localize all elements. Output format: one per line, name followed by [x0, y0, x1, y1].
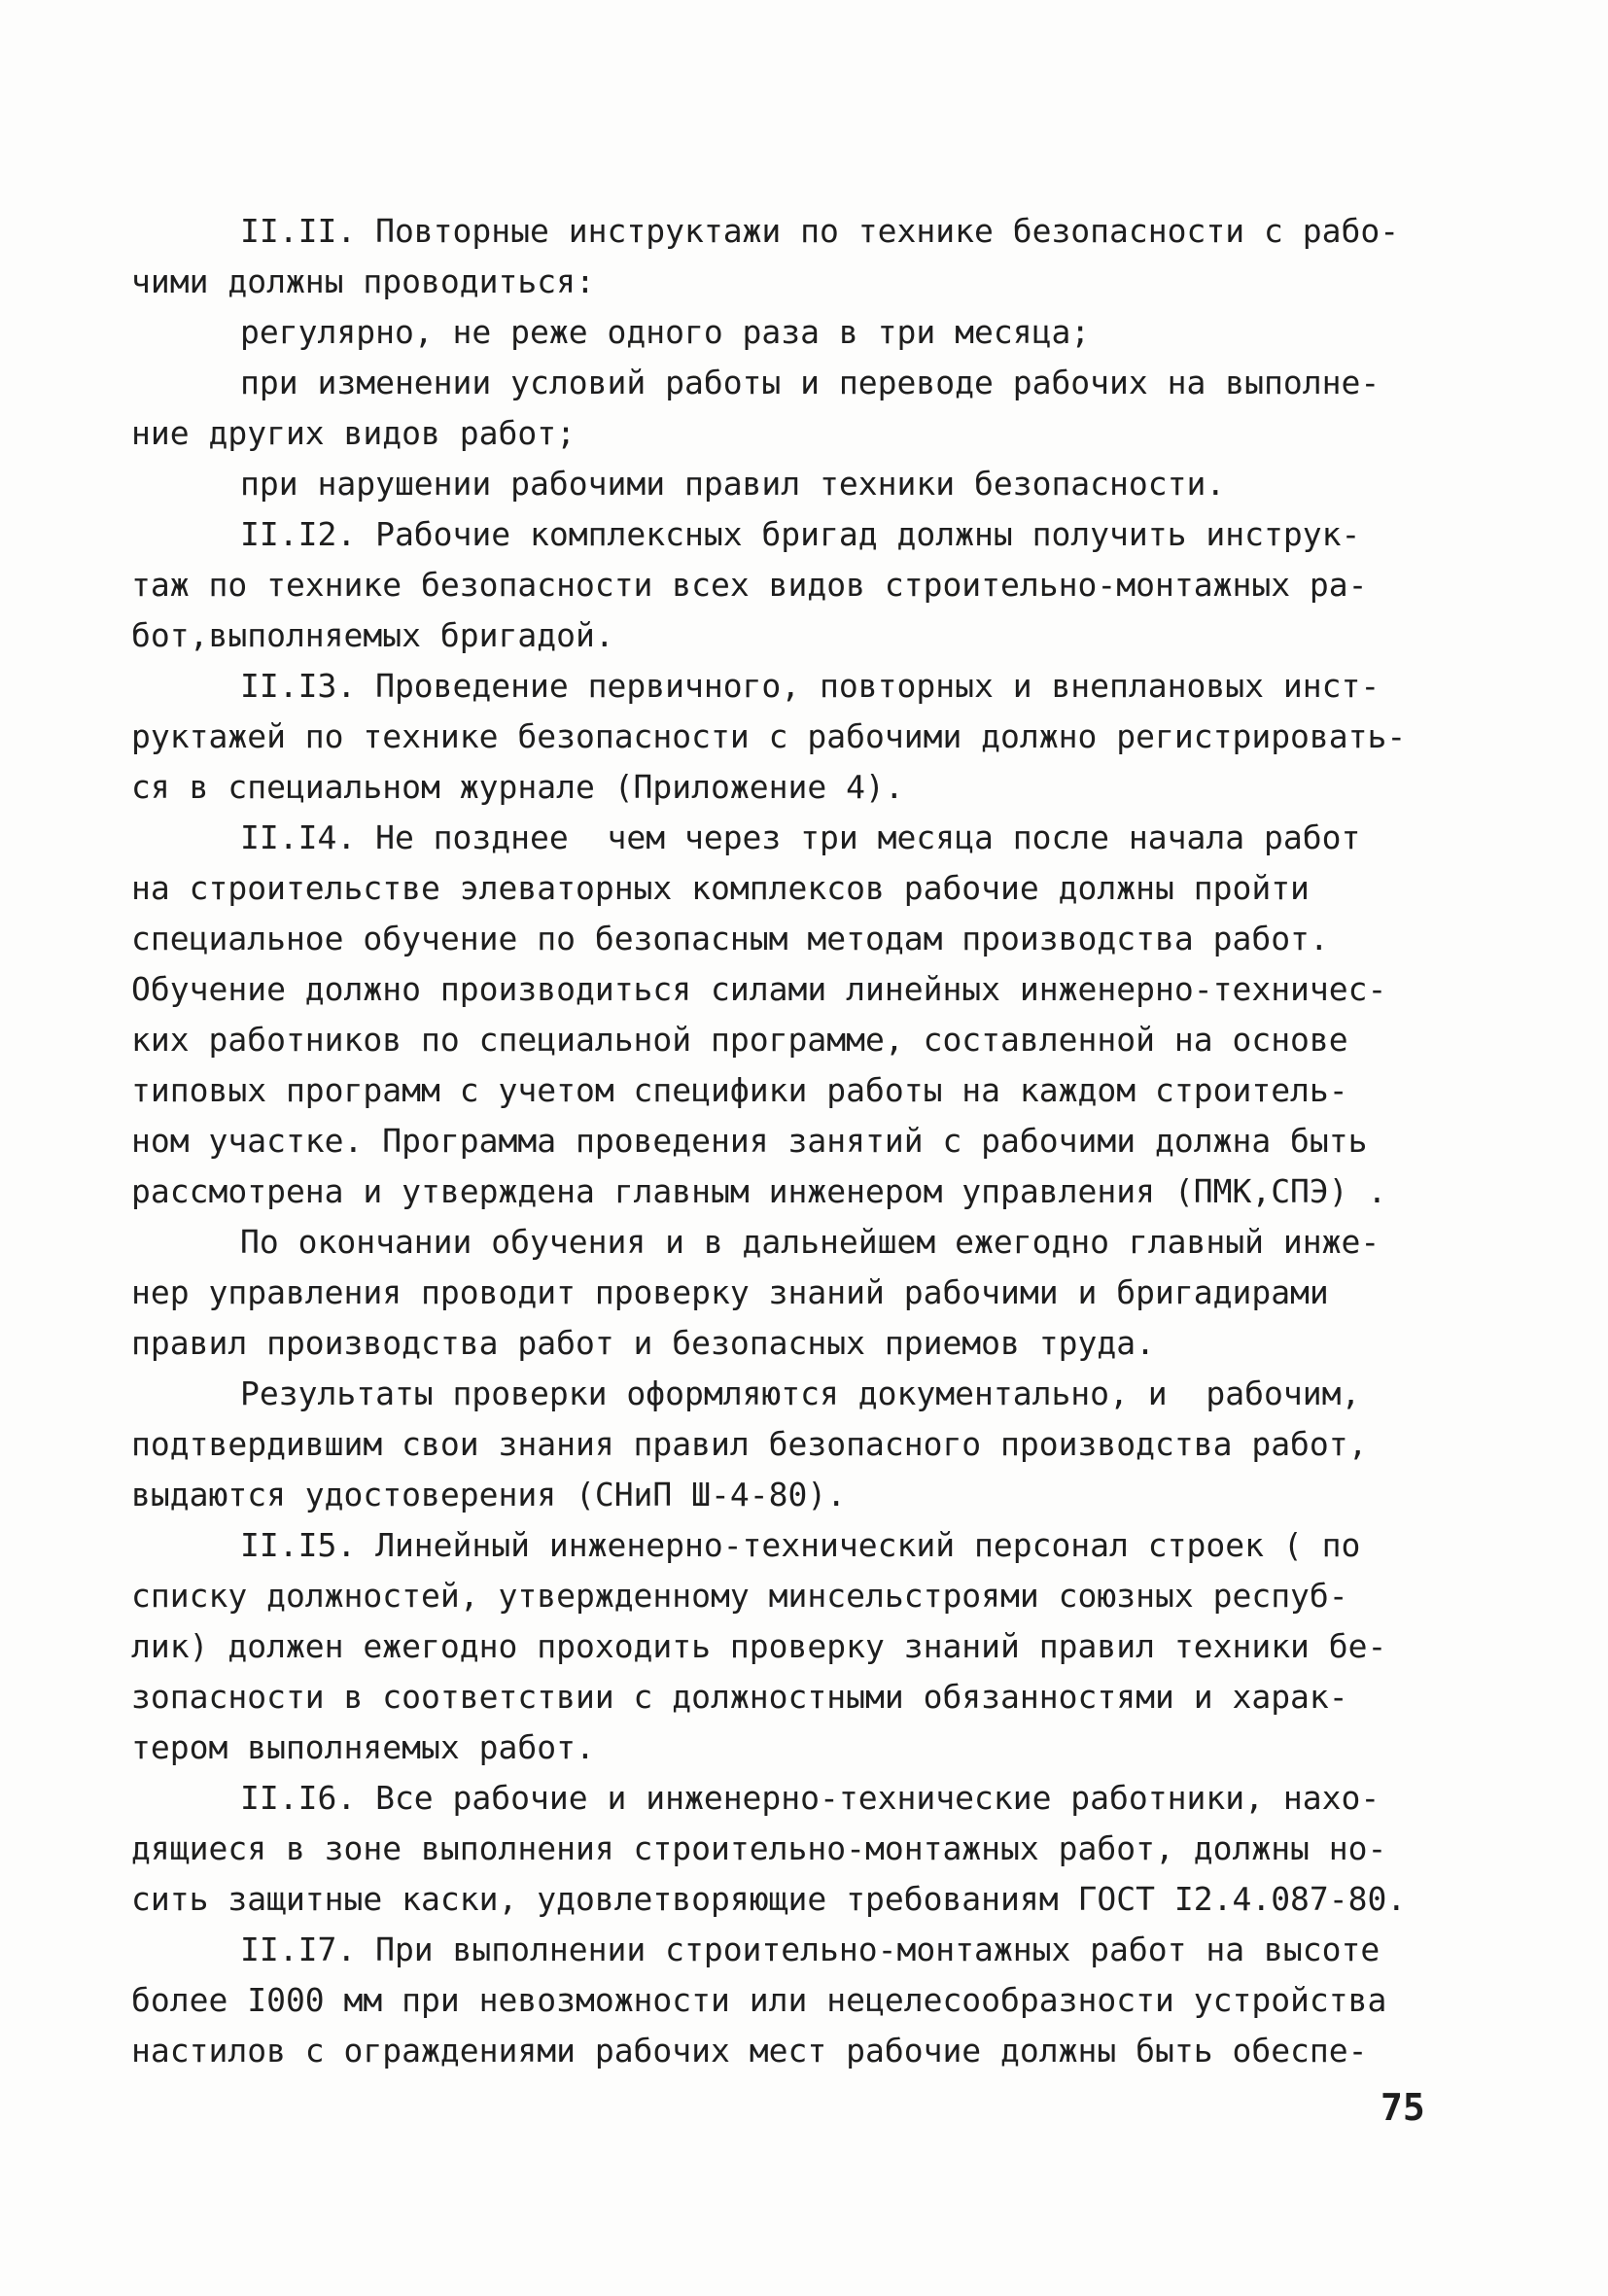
text-line: тером выполняемых работ. [131, 1728, 595, 1766]
text-line: II.I2. Рабочие комплексных бригад должны получить инструк- [240, 515, 1361, 553]
text-line: II.I6. Все рабочие и инженерно-технические работники, нахо- [240, 1779, 1381, 1817]
text-line: на строительстве элеваторных комплексов рабочие должны пройти [131, 869, 1310, 907]
body-text [131, 206, 1487, 2076]
text-line: рассмотрена и утверждена главным инженером управления (ПМК,СПЭ) . [131, 1172, 1387, 1210]
text-line: нер управления проводит проверку знаний рабочими и бригадирами [131, 1273, 1329, 1311]
text-line: при нарушении рабочими правил техники безопасности. [240, 465, 1226, 503]
text-line: Обучение должно производиться силами линейных инженерно-техничес- [131, 970, 1387, 1008]
text-line: подтвердившим свои знания правил безопасного производства работ, [131, 1425, 1368, 1463]
text-line: регулярно, не реже одного раза в три месяца; [240, 313, 1091, 351]
text-line: II.I3. Проведение первичного, повторных и внеплановых инст- [240, 667, 1381, 705]
text-line: II.I4. Не позднее чем через три месяца после начала работ [240, 818, 1361, 856]
text-line: лик) должен ежегодно проходить проверку знаний правил техники бе- [131, 1627, 1387, 1665]
text-line: ких работников по специальной программе, составленной на основе [131, 1021, 1348, 1059]
text-line: типовых программ с учетом специфики работы на каждом строитель- [131, 1071, 1348, 1109]
text-line: Результаты проверки оформляются документально, и рабочим, [240, 1374, 1361, 1412]
text-line: специальное обучение по безопасным методам производства работ. [131, 920, 1329, 957]
text-line: II.I5. Линейный инженерно-технический персонал строек ( по [240, 1526, 1361, 1564]
text-line: сить защитные каски, удовлетворяющие требованиям ГОСТ I2.4.087-80. [131, 1880, 1407, 1918]
text-line: настилов с ограждениями рабочих мест рабочие должны быть обеспе- [131, 2032, 1368, 2070]
page-number: 75 [1381, 2086, 1425, 2129]
text-line: бот,выполняемых бригадой. [131, 616, 614, 654]
text-line: таж по технике безопасности всех видов строительно-монтажных ра- [131, 566, 1368, 604]
text-line: II.I7. При выполнении строительно-монтажных работ на высоте [240, 1931, 1381, 1968]
text-line: при изменении условий работы и переводе рабочих на выполне- [240, 364, 1381, 401]
text-line: ние других видов работ; [131, 414, 576, 452]
text-line: ном участке. Программа проведения занятий с рабочими должна быть [131, 1122, 1368, 1160]
text-line: списку должностей, утвержденному минсельстроями союзных респуб- [131, 1577, 1348, 1615]
text-line: более I000 мм при невозможности или нецелесообразности устройства [131, 1981, 1387, 2019]
text-line: руктажей по технике безопасности с рабочими должно регистрировать- [131, 717, 1407, 755]
text-line: зопасности в соответствии с должностными обязанностями и харак- [131, 1678, 1348, 1716]
text-line: По окончании обучения и в дальнейшем ежегодно главный инже- [240, 1223, 1381, 1261]
text-line: выдаются удостоверения (СНиП Ш-4-80). [131, 1476, 847, 1513]
text-line: дящиеся в зоне выполнения строительно-монтажных работ, должны но- [131, 1829, 1387, 1867]
text-line: ся в специальном журнале (Приложение 4). [131, 768, 904, 806]
text-line: правил производства работ и безопасных приемов труда. [131, 1324, 1155, 1362]
text-line: II.II. Повторные инструктажи по технике безопасности с рабо- [240, 212, 1400, 250]
text-line: чими должны проводиться: [131, 262, 595, 300]
